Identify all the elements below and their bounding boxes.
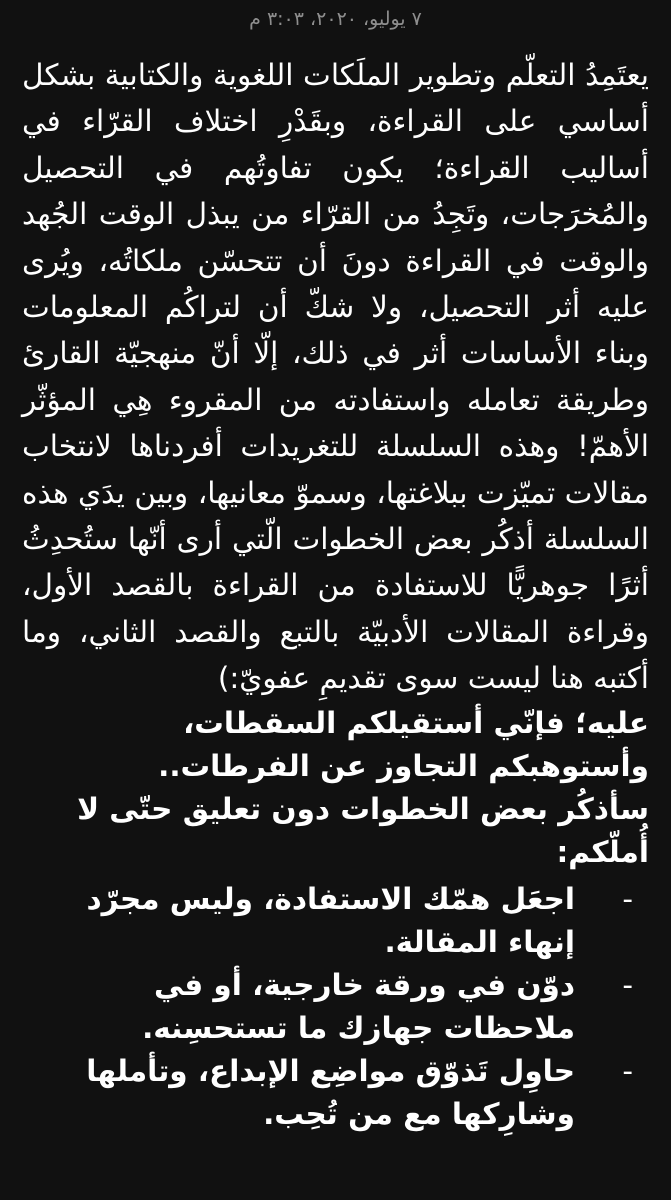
list-item (22, 964, 649, 1050)
list-item (22, 878, 649, 964)
note-body[interactable] (22, 52, 649, 1136)
intro-paragraph: يعتَمِدُ التعلّم وتطوير الملَكات اللغوية والكتابية بشكل أساسي على القراءة، وبقَدْرِ اختلاف القرّاء في أساليب القراءة؛ يكون تفاوتُهم في التحصيل والمُخرَجات، وتَجِدُ من القرّاء من يبذل الوقت الجُهد والوقت في القراءة دونَ أن تتحسّن ملكاتُه، ويُرى عليه أثر التحصيل، ولا شكّ أن لتراكُم المعلومات وبناء الأساسات أثر في ذلك، إلّا أنّ منهجيّة القارئ وطريقة تعامله واستفادته من المقروء هِي المؤثّر الأهمّ! وهذه السلسلة للتغريدات أفردناها لانتخاب مقالات تميّزت ببلاغتها، وسموّ معانيها، وبين يدَي هذه السلسلة أذكُر بعض الخطوات الّتي أرى أنّها ستُحدِثُ أثرًا جوهريًّا للاستفادة من القراءة بالقصد الأول، وقراءة المقالات الأدبيّة بالتبع والقصد الثاني، وما أكتبه هنا ليست سوى تقديمِ عفويّ:) (22, 58, 649, 696)
list-item (22, 1050, 649, 1136)
bullet-dash: - (622, 881, 633, 916)
bullet-dash: - (622, 967, 633, 1002)
step-text: حاوِل تَذوّق مواضِع الإبداع، وتأملها وشارِكها مع من تُحِب. (86, 1053, 575, 1131)
step-text: اجعَل همّك الاستفادة، وليس مجرّد إنهاء المقالة. (86, 881, 575, 959)
step-text: دوّن في ورقة خارجية، أو في ملاحظات جهازك ما تستحسِنه. (142, 967, 575, 1045)
bullet-dash: - (622, 1053, 633, 1088)
apology-paragraph: عليه؛ فإنّي أستقيلكم السقطات، وأستوهبكم التجاوز عن الفرطات.. (158, 705, 649, 783)
note-timestamp: ٧ يوليو، ٢٠٢٠، ٣:٠٣ م (249, 8, 422, 30)
lead-in-paragraph: سأذكُر بعض الخطوات دون تعليق حتّى لا أُملّكم: (77, 791, 649, 869)
steps-list (22, 878, 649, 1136)
